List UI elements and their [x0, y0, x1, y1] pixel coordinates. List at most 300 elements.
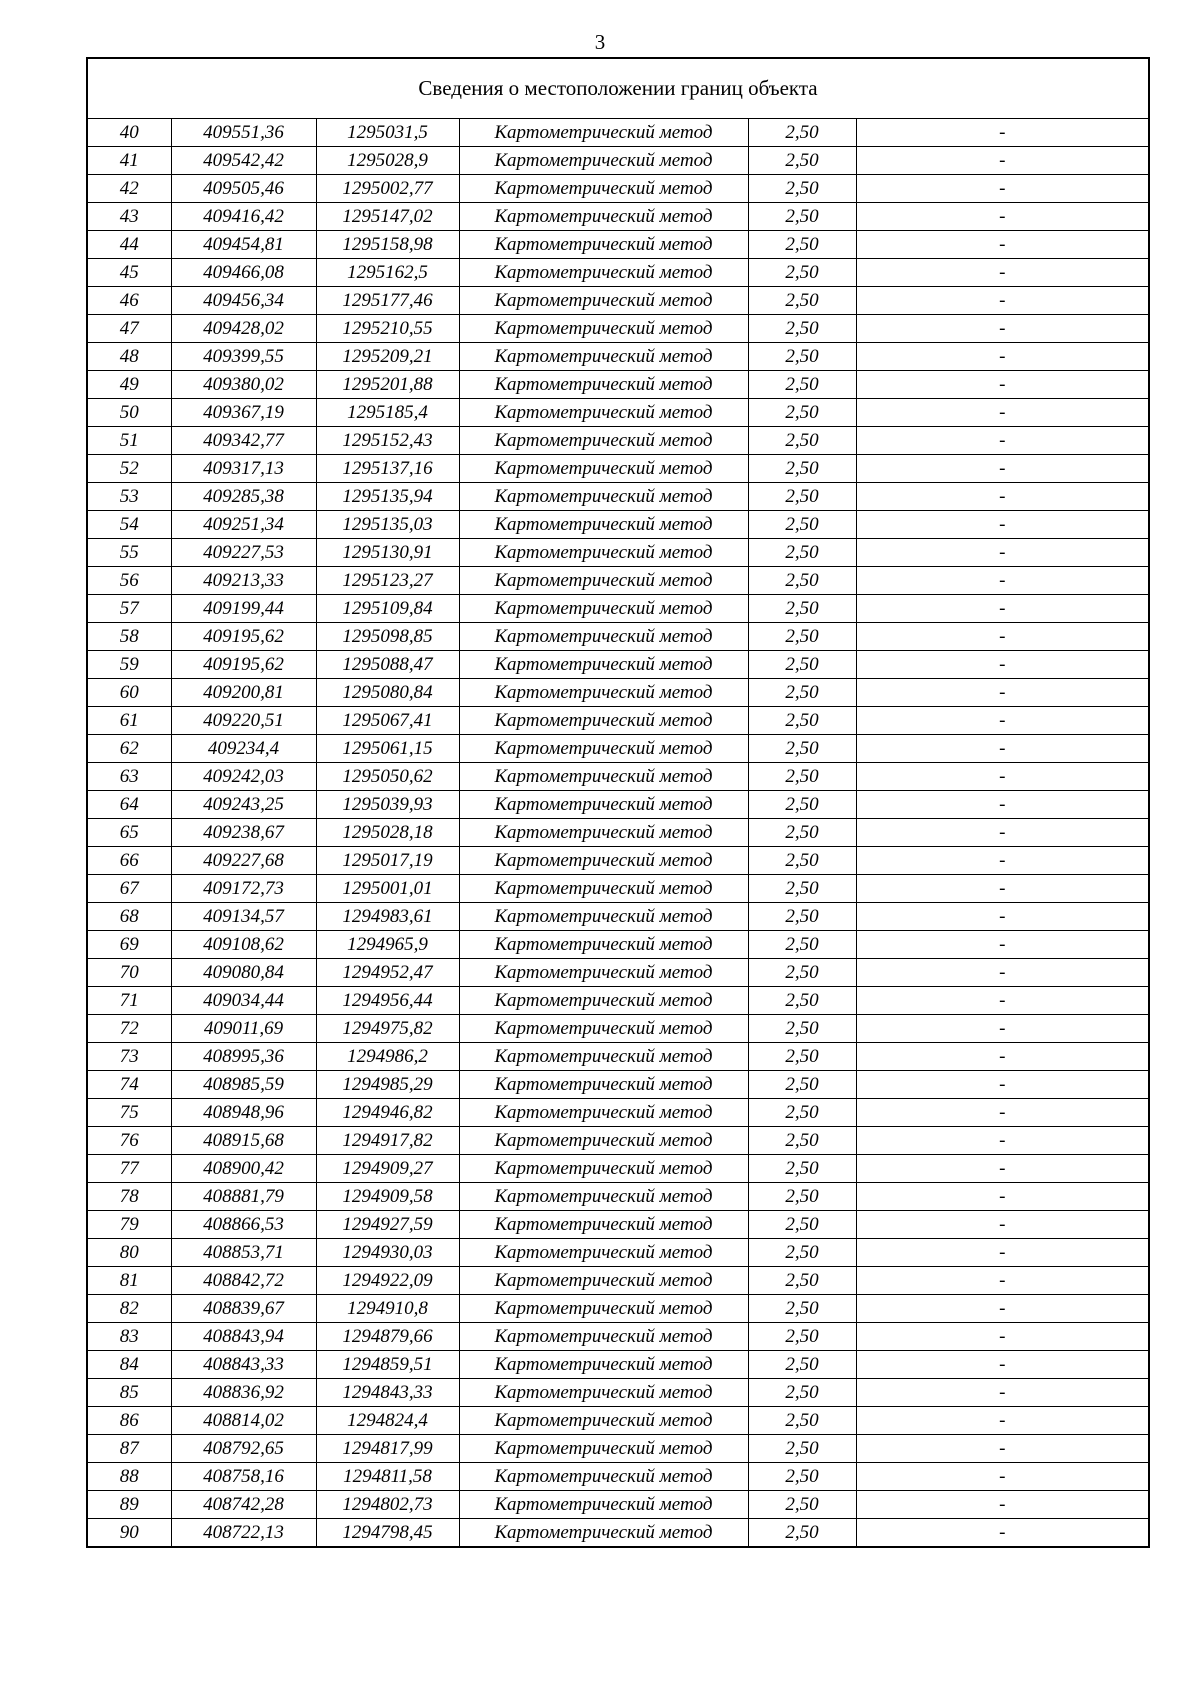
point-number-cell: 46: [87, 287, 171, 315]
method-cell: Картометрический метод: [459, 903, 748, 931]
y-coordinate-cell: 1295135,94: [316, 483, 459, 511]
x-coordinate-cell: 409242,03: [171, 763, 316, 791]
description-cell: -: [856, 847, 1149, 875]
x-coordinate-cell: 408948,96: [171, 1099, 316, 1127]
accuracy-cell: 2,50: [748, 1435, 856, 1463]
method-cell: Картометрический метод: [459, 1071, 748, 1099]
table-body: [87, 119, 1149, 1548]
method-cell: Картометрический метод: [459, 231, 748, 259]
accuracy-cell: 2,50: [748, 455, 856, 483]
description-cell: -: [856, 903, 1149, 931]
description-cell: -: [856, 399, 1149, 427]
description-cell: -: [856, 455, 1149, 483]
table-row: [87, 623, 1149, 651]
accuracy-cell: 2,50: [748, 1211, 856, 1239]
table-row: [87, 567, 1149, 595]
table-row: [87, 315, 1149, 343]
table-row: [87, 1043, 1149, 1071]
method-cell: Картометрический метод: [459, 847, 748, 875]
x-coordinate-cell: 409227,68: [171, 847, 316, 875]
x-coordinate-cell: 409213,33: [171, 567, 316, 595]
description-cell: -: [856, 735, 1149, 763]
description-cell: -: [856, 511, 1149, 539]
x-coordinate-cell: 408900,42: [171, 1155, 316, 1183]
description-cell: -: [856, 1127, 1149, 1155]
method-cell: Картометрический метод: [459, 399, 748, 427]
method-cell: Картометрический метод: [459, 427, 748, 455]
accuracy-cell: 2,50: [748, 595, 856, 623]
point-number-cell: 81: [87, 1267, 171, 1295]
accuracy-cell: 2,50: [748, 735, 856, 763]
accuracy-cell: 2,50: [748, 1295, 856, 1323]
table-row: [87, 679, 1149, 707]
table-row: [87, 651, 1149, 679]
x-coordinate-cell: 409505,46: [171, 175, 316, 203]
table-row: [87, 735, 1149, 763]
y-coordinate-cell: 1294952,47: [316, 959, 459, 987]
x-coordinate-cell: 409011,69: [171, 1015, 316, 1043]
point-number-cell: 59: [87, 651, 171, 679]
x-coordinate-cell: 409034,44: [171, 987, 316, 1015]
y-coordinate-cell: 1294909,58: [316, 1183, 459, 1211]
description-cell: -: [856, 315, 1149, 343]
table-row: [87, 1463, 1149, 1491]
accuracy-cell: 2,50: [748, 1463, 856, 1491]
method-cell: Картометрический метод: [459, 1155, 748, 1183]
x-coordinate-cell: 408758,16: [171, 1463, 316, 1491]
method-cell: Картометрический метод: [459, 175, 748, 203]
y-coordinate-cell: 1295028,18: [316, 819, 459, 847]
x-coordinate-cell: 409108,62: [171, 931, 316, 959]
x-coordinate-cell: 408843,33: [171, 1351, 316, 1379]
x-coordinate-cell: 408839,67: [171, 1295, 316, 1323]
method-cell: Картометрический метод: [459, 1491, 748, 1519]
y-coordinate-cell: 1294986,2: [316, 1043, 459, 1071]
y-coordinate-cell: 1294859,51: [316, 1351, 459, 1379]
table-row: [87, 1071, 1149, 1099]
description-cell: -: [856, 1099, 1149, 1127]
method-cell: Картометрический метод: [459, 259, 748, 287]
method-cell: Картометрический метод: [459, 455, 748, 483]
table-row: [87, 791, 1149, 819]
y-coordinate-cell: 1295109,84: [316, 595, 459, 623]
accuracy-cell: 2,50: [748, 511, 856, 539]
y-coordinate-cell: 1295135,03: [316, 511, 459, 539]
x-coordinate-cell: 409428,02: [171, 315, 316, 343]
x-coordinate-cell: 408985,59: [171, 1071, 316, 1099]
point-number-cell: 80: [87, 1239, 171, 1267]
accuracy-cell: 2,50: [748, 819, 856, 847]
description-cell: -: [856, 119, 1149, 147]
table-row: [87, 1155, 1149, 1183]
point-number-cell: 61: [87, 707, 171, 735]
table-row: [87, 1407, 1149, 1435]
description-cell: -: [856, 427, 1149, 455]
accuracy-cell: 2,50: [748, 623, 856, 651]
accuracy-cell: 2,50: [748, 259, 856, 287]
description-cell: -: [856, 539, 1149, 567]
point-number-cell: 75: [87, 1099, 171, 1127]
description-cell: -: [856, 1435, 1149, 1463]
table-row: [87, 1491, 1149, 1519]
accuracy-cell: 2,50: [748, 651, 856, 679]
y-coordinate-cell: 1295061,15: [316, 735, 459, 763]
y-coordinate-cell: 1294975,82: [316, 1015, 459, 1043]
method-cell: Картометрический метод: [459, 707, 748, 735]
point-number-cell: 47: [87, 315, 171, 343]
point-number-cell: 65: [87, 819, 171, 847]
y-coordinate-cell: 1295088,47: [316, 651, 459, 679]
method-cell: Картометрический метод: [459, 567, 748, 595]
x-coordinate-cell: 409367,19: [171, 399, 316, 427]
x-coordinate-cell: 408995,36: [171, 1043, 316, 1071]
point-number-cell: 68: [87, 903, 171, 931]
page-number: 3: [594, 30, 606, 54]
point-number-cell: 49: [87, 371, 171, 399]
x-coordinate-cell: 409227,53: [171, 539, 316, 567]
table-row: [87, 147, 1149, 175]
description-cell: -: [856, 567, 1149, 595]
method-cell: Картометрический метод: [459, 875, 748, 903]
point-number-cell: 76: [87, 1127, 171, 1155]
table-row: [87, 1351, 1149, 1379]
y-coordinate-cell: 1294985,29: [316, 1071, 459, 1099]
accuracy-cell: 2,50: [748, 483, 856, 511]
method-cell: Картометрический метод: [459, 819, 748, 847]
x-coordinate-cell: 409234,4: [171, 735, 316, 763]
method-cell: Картометрический метод: [459, 1379, 748, 1407]
y-coordinate-cell: 1295001,01: [316, 875, 459, 903]
description-cell: -: [856, 679, 1149, 707]
y-coordinate-cell: 1294927,59: [316, 1211, 459, 1239]
table-row: [87, 203, 1149, 231]
y-coordinate-cell: 1295185,4: [316, 399, 459, 427]
point-number-cell: 60: [87, 679, 171, 707]
description-cell: -: [856, 1071, 1149, 1099]
table-row: [87, 1099, 1149, 1127]
y-coordinate-cell: 1295177,46: [316, 287, 459, 315]
accuracy-cell: 2,50: [748, 231, 856, 259]
x-coordinate-cell: 409199,44: [171, 595, 316, 623]
description-cell: -: [856, 203, 1149, 231]
method-cell: Картометрический метод: [459, 1127, 748, 1155]
accuracy-cell: 2,50: [748, 567, 856, 595]
point-number-cell: 48: [87, 343, 171, 371]
method-cell: Картометрический метод: [459, 1183, 748, 1211]
accuracy-cell: 2,50: [748, 707, 856, 735]
y-coordinate-cell: 1294798,45: [316, 1519, 459, 1548]
y-coordinate-cell: 1295210,55: [316, 315, 459, 343]
x-coordinate-cell: 409238,67: [171, 819, 316, 847]
point-number-cell: 41: [87, 147, 171, 175]
table-row: [87, 1519, 1149, 1548]
point-number-cell: 78: [87, 1183, 171, 1211]
table-row: [87, 595, 1149, 623]
description-cell: -: [856, 287, 1149, 315]
accuracy-cell: 2,50: [748, 119, 856, 147]
table-row: [87, 511, 1149, 539]
accuracy-cell: 2,50: [748, 1407, 856, 1435]
x-coordinate-cell: 409200,81: [171, 679, 316, 707]
method-cell: Картометрический метод: [459, 539, 748, 567]
point-number-cell: 54: [87, 511, 171, 539]
y-coordinate-cell: 1295137,16: [316, 455, 459, 483]
x-coordinate-cell: 409466,08: [171, 259, 316, 287]
accuracy-cell: 2,50: [748, 1155, 856, 1183]
description-cell: -: [856, 259, 1149, 287]
method-cell: Картометрический метод: [459, 1211, 748, 1239]
point-number-cell: 51: [87, 427, 171, 455]
point-number-cell: 72: [87, 1015, 171, 1043]
description-cell: -: [856, 343, 1149, 371]
y-coordinate-cell: 1294843,33: [316, 1379, 459, 1407]
description-cell: -: [856, 483, 1149, 511]
table-row: [87, 343, 1149, 371]
point-number-cell: 77: [87, 1155, 171, 1183]
y-coordinate-cell: 1294956,44: [316, 987, 459, 1015]
x-coordinate-cell: 409454,81: [171, 231, 316, 259]
x-coordinate-cell: 408722,13: [171, 1519, 316, 1548]
accuracy-cell: 2,50: [748, 875, 856, 903]
table-row: [87, 119, 1149, 147]
method-cell: Картометрический метод: [459, 623, 748, 651]
y-coordinate-cell: 1294802,73: [316, 1491, 459, 1519]
y-coordinate-cell: 1294824,4: [316, 1407, 459, 1435]
point-number-cell: 74: [87, 1071, 171, 1099]
accuracy-cell: 2,50: [748, 1379, 856, 1407]
table-row: [87, 1379, 1149, 1407]
x-coordinate-cell: 409172,73: [171, 875, 316, 903]
description-cell: -: [856, 623, 1149, 651]
accuracy-cell: 2,50: [748, 931, 856, 959]
point-number-cell: 86: [87, 1407, 171, 1435]
description-cell: -: [856, 819, 1149, 847]
table-row: [87, 399, 1149, 427]
point-number-cell: 50: [87, 399, 171, 427]
accuracy-cell: 2,50: [748, 1323, 856, 1351]
accuracy-cell: 2,50: [748, 791, 856, 819]
description-cell: -: [856, 707, 1149, 735]
method-cell: Картометрический метод: [459, 371, 748, 399]
table-row: [87, 847, 1149, 875]
point-number-cell: 58: [87, 623, 171, 651]
accuracy-cell: 2,50: [748, 1351, 856, 1379]
table-row: [87, 959, 1149, 987]
point-number-cell: 44: [87, 231, 171, 259]
y-coordinate-cell: 1295158,98: [316, 231, 459, 259]
description-cell: -: [856, 959, 1149, 987]
method-cell: Картометрический метод: [459, 147, 748, 175]
accuracy-cell: 2,50: [748, 1183, 856, 1211]
table-row: [87, 175, 1149, 203]
accuracy-cell: 2,50: [748, 1267, 856, 1295]
table-row: [87, 1435, 1149, 1463]
point-number-cell: 45: [87, 259, 171, 287]
description-cell: -: [856, 175, 1149, 203]
x-coordinate-cell: 409285,38: [171, 483, 316, 511]
y-coordinate-cell: 1294909,27: [316, 1155, 459, 1183]
table-row: [87, 287, 1149, 315]
description-cell: -: [856, 1267, 1149, 1295]
x-coordinate-cell: 409542,42: [171, 147, 316, 175]
x-coordinate-cell: 408853,71: [171, 1239, 316, 1267]
method-cell: Картометрический метод: [459, 931, 748, 959]
accuracy-cell: 2,50: [748, 1015, 856, 1043]
point-number-cell: 84: [87, 1351, 171, 1379]
y-coordinate-cell: 1295067,41: [316, 707, 459, 735]
table-row: [87, 1295, 1149, 1323]
point-number-cell: 89: [87, 1491, 171, 1519]
description-cell: -: [856, 1323, 1149, 1351]
y-coordinate-cell: 1294910,8: [316, 1295, 459, 1323]
method-cell: Картометрический метод: [459, 1015, 748, 1043]
y-coordinate-cell: 1295162,5: [316, 259, 459, 287]
x-coordinate-cell: 409399,55: [171, 343, 316, 371]
table-row: [87, 931, 1149, 959]
method-cell: Картометрический метод: [459, 679, 748, 707]
point-number-cell: 53: [87, 483, 171, 511]
table-row: [87, 1323, 1149, 1351]
description-cell: -: [856, 1239, 1149, 1267]
x-coordinate-cell: 408915,68: [171, 1127, 316, 1155]
accuracy-cell: 2,50: [748, 679, 856, 707]
description-cell: -: [856, 1463, 1149, 1491]
table-row: [87, 371, 1149, 399]
y-coordinate-cell: 1295080,84: [316, 679, 459, 707]
method-cell: Картометрический метод: [459, 1351, 748, 1379]
description-cell: -: [856, 231, 1149, 259]
x-coordinate-cell: 408843,94: [171, 1323, 316, 1351]
x-coordinate-cell: 409416,42: [171, 203, 316, 231]
method-cell: Картометрический метод: [459, 1043, 748, 1071]
x-coordinate-cell: 409220,51: [171, 707, 316, 735]
y-coordinate-cell: 1295130,91: [316, 539, 459, 567]
accuracy-cell: 2,50: [748, 959, 856, 987]
y-coordinate-cell: 1295147,02: [316, 203, 459, 231]
table-row: [87, 707, 1149, 735]
accuracy-cell: 2,50: [748, 287, 856, 315]
table-row: [87, 1015, 1149, 1043]
accuracy-cell: 2,50: [748, 847, 856, 875]
accuracy-cell: 2,50: [748, 1043, 856, 1071]
point-number-cell: 56: [87, 567, 171, 595]
description-cell: -: [856, 763, 1149, 791]
point-number-cell: 71: [87, 987, 171, 1015]
y-coordinate-cell: 1295017,19: [316, 847, 459, 875]
method-cell: Картометрический метод: [459, 1099, 748, 1127]
point-number-cell: 87: [87, 1435, 171, 1463]
point-number-cell: 40: [87, 119, 171, 147]
method-cell: Картометрический метод: [459, 987, 748, 1015]
description-cell: -: [856, 595, 1149, 623]
method-cell: Картометрический метод: [459, 119, 748, 147]
y-coordinate-cell: 1294946,82: [316, 1099, 459, 1127]
point-number-cell: 57: [87, 595, 171, 623]
x-coordinate-cell: 408881,79: [171, 1183, 316, 1211]
table-row: [87, 259, 1149, 287]
table-row: [87, 231, 1149, 259]
accuracy-cell: 2,50: [748, 371, 856, 399]
method-cell: Картометрический метод: [459, 763, 748, 791]
x-coordinate-cell: 409380,02: [171, 371, 316, 399]
x-coordinate-cell: 409195,62: [171, 651, 316, 679]
description-cell: -: [856, 651, 1149, 679]
accuracy-cell: 2,50: [748, 987, 856, 1015]
y-coordinate-cell: 1295123,27: [316, 567, 459, 595]
accuracy-cell: 2,50: [748, 1519, 856, 1548]
point-number-cell: 64: [87, 791, 171, 819]
accuracy-cell: 2,50: [748, 763, 856, 791]
point-number-cell: 43: [87, 203, 171, 231]
point-number-cell: 55: [87, 539, 171, 567]
x-coordinate-cell: 409551,36: [171, 119, 316, 147]
accuracy-cell: 2,50: [748, 399, 856, 427]
method-cell: Картометрический метод: [459, 483, 748, 511]
table-row: [87, 1183, 1149, 1211]
point-number-cell: 82: [87, 1295, 171, 1323]
description-cell: -: [856, 371, 1149, 399]
method-cell: Картометрический метод: [459, 651, 748, 679]
method-cell: Картометрический метод: [459, 1239, 748, 1267]
accuracy-cell: 2,50: [748, 147, 856, 175]
x-coordinate-cell: 409243,25: [171, 791, 316, 819]
description-cell: -: [856, 1211, 1149, 1239]
method-cell: Картометрический метод: [459, 315, 748, 343]
method-cell: Картометрический метод: [459, 1407, 748, 1435]
description-cell: -: [856, 1295, 1149, 1323]
table-row: [87, 903, 1149, 931]
y-coordinate-cell: 1294965,9: [316, 931, 459, 959]
x-coordinate-cell: 409080,84: [171, 959, 316, 987]
point-number-cell: 42: [87, 175, 171, 203]
y-coordinate-cell: 1295028,9: [316, 147, 459, 175]
method-cell: Картометрический метод: [459, 343, 748, 371]
method-cell: Картометрический метод: [459, 1295, 748, 1323]
x-coordinate-cell: 409342,77: [171, 427, 316, 455]
method-cell: Картометрический метод: [459, 1267, 748, 1295]
y-coordinate-cell: 1294811,58: [316, 1463, 459, 1491]
accuracy-cell: 2,50: [748, 315, 856, 343]
table-row: [87, 1127, 1149, 1155]
y-coordinate-cell: 1294922,09: [316, 1267, 459, 1295]
description-cell: -: [856, 1351, 1149, 1379]
method-cell: Картометрический метод: [459, 959, 748, 987]
x-coordinate-cell: 408792,65: [171, 1435, 316, 1463]
table-row: [87, 819, 1149, 847]
method-cell: Картометрический метод: [459, 1463, 748, 1491]
description-cell: -: [856, 1155, 1149, 1183]
method-cell: Картометрический метод: [459, 287, 748, 315]
description-cell: -: [856, 791, 1149, 819]
method-cell: Картометрический метод: [459, 1323, 748, 1351]
point-number-cell: 79: [87, 1211, 171, 1239]
table-row: [87, 1239, 1149, 1267]
description-cell: -: [856, 987, 1149, 1015]
point-number-cell: 66: [87, 847, 171, 875]
table-row: [87, 875, 1149, 903]
description-cell: -: [856, 1183, 1149, 1211]
description-cell: -: [856, 147, 1149, 175]
x-coordinate-cell: 408742,28: [171, 1491, 316, 1519]
accuracy-cell: 2,50: [748, 1239, 856, 1267]
point-number-cell: 67: [87, 875, 171, 903]
y-coordinate-cell: 1294817,99: [316, 1435, 459, 1463]
accuracy-cell: 2,50: [748, 1127, 856, 1155]
point-number-cell: 62: [87, 735, 171, 763]
y-coordinate-cell: 1295209,21: [316, 343, 459, 371]
boundary-coordinates-table: [86, 57, 1150, 1548]
y-coordinate-cell: 1295050,62: [316, 763, 459, 791]
